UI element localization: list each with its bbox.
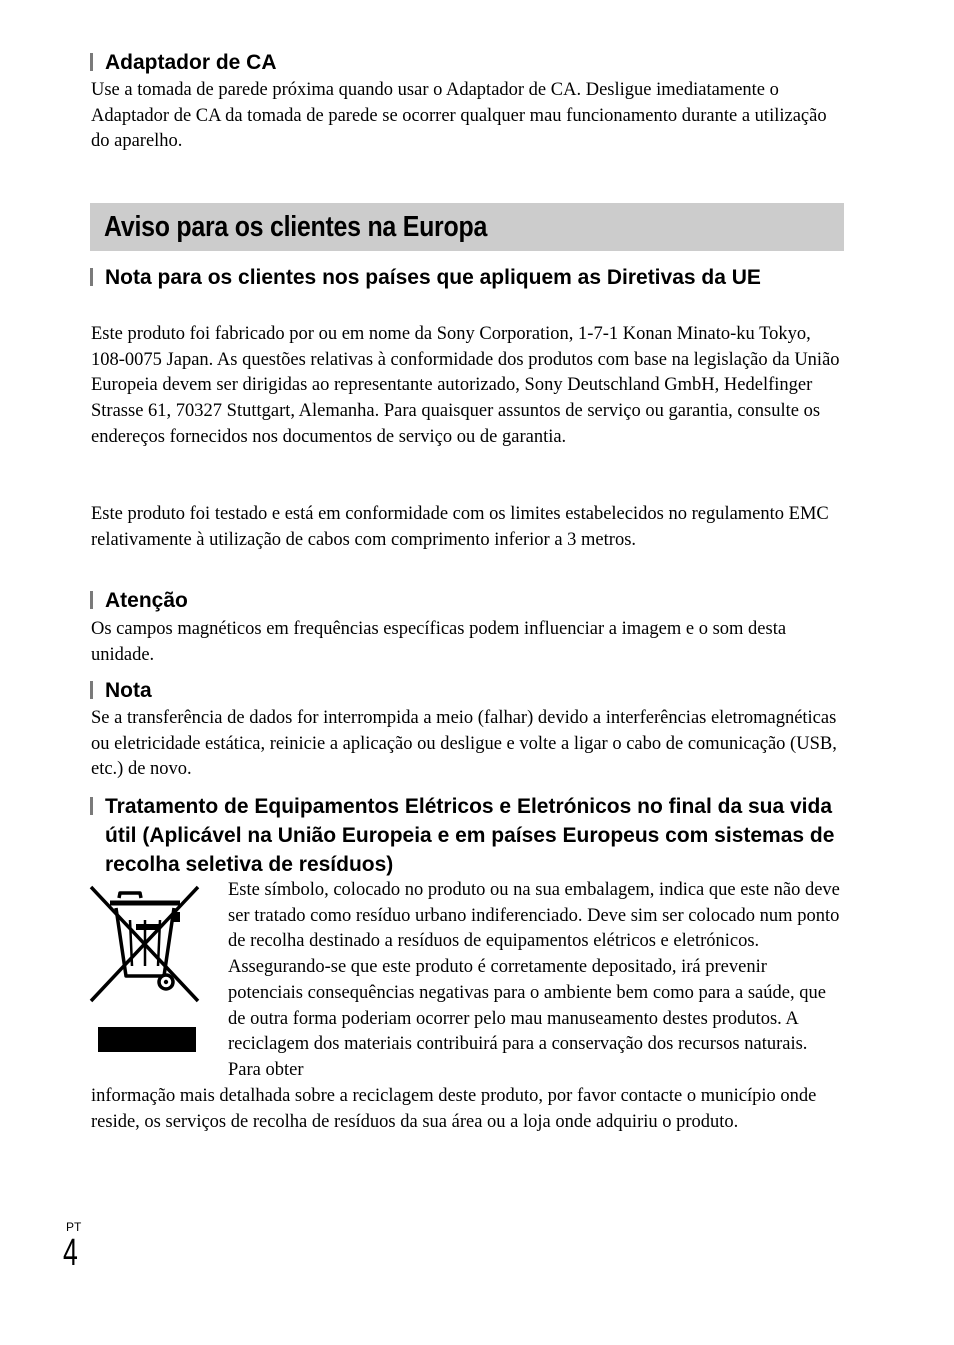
heading-adaptador (90, 48, 850, 77)
paragraph-adaptador: Use a tomada de parede próxima quando usar o Adaptador de CA. Desligue imediatamente o Adaptador de CA da tomada de parede se ocorrer qualquer mau funcionamento durante a utilização do aparelho. (91, 80, 827, 152)
heading-tratamento (90, 792, 850, 879)
paragraph-nota-ue-2: Este produto foi testado e está em conformidade com os limites estabelecidos no regulamento EMC relativamente à utilização de cabos com comprimento inferior a 3 metros. (91, 504, 829, 550)
heading-marker (90, 681, 93, 699)
heading-marker (90, 591, 93, 609)
paragraph-nota: Se a transferência de dados for interrompida a meio (falhar) devido a interferências eletromagnéticas ou eletricidade estática, reinicie a aplicação ou desligue e volte a ligar o cabo de comunicação (USB, etc.) de novo. (91, 708, 837, 780)
page-number: 4 (63, 1232, 78, 1274)
section-banner-europa (90, 203, 844, 251)
heading-marker (90, 268, 93, 286)
heading-nota-ue-text: Nota para os clientes nos países que apliquem as Diretivas da UE (105, 266, 761, 289)
heading-marker (90, 53, 93, 71)
weee-crossed-bin-icon (88, 884, 204, 1056)
heading-tratamento-text: Tratamento de Equipamentos Elétricos e Eletrónicos no final da sua vida útil (Aplicável na União Europeia e em países Europeus com sistemas de recolha seletiva de resíduos) (105, 795, 835, 876)
heading-nota-ue (90, 263, 850, 292)
paragraph-atencao: Os campos magnéticos em frequências específicas podem influenciar a imagem e o som desta unidade. (91, 619, 787, 665)
heading-marker (90, 797, 93, 815)
heading-nota (90, 676, 850, 705)
section-title: Aviso para os clientes na Europa (104, 211, 488, 243)
page-language-label: PT (66, 1220, 82, 1234)
paragraph-tratamento-wrap: Este símbolo, colocado no produto ou na sua embalagem, indica que este não deve ser tratado como resíduo urbano indiferenciado. Deve sim ser colocado num ponto de recolha destinado a resíduos de equipamentos elétricos e eletrónicos. Assegurando-se que este produto é corretamente depositado, irá prevenir potenciais consequências negativas para o ambiente bem como para a saúde, que de outra forma poderiam ocorrer pelo mau manuseamento destes produtos. A reciclagem dos materiais contribuirá para a conservação dos recursos naturais. Para obter (228, 880, 840, 1080)
heading-atencao (90, 586, 850, 615)
paragraph-tratamento-full: informação mais detalhada sobre a reciclagem deste produto, por favor contacte o município onde reside, os serviços de recolha de resíduos da sua área ou a loja onde adquiriu o produto. (91, 1086, 817, 1132)
heading-atencao-text: Atenção (105, 589, 188, 612)
paragraph-nota-ue-1: Este produto foi fabricado por ou em nome da Sony Corporation, 1-7-1 Konan Minato-ku Tokyo, 108-0075 Japan. As questões relativas à conformidade dos produtos com base na legislação da União Europeia devem ser dirigidas ao representante autorizado, Sony Deutschland GmbH, Hedelfinger Strasse 61, 70327 Stuttgart, Alemanha. Para quaisquer assuntos de serviço ou garantia, consulte os endereços fornecidos nos documentos de serviço ou de garantia. (91, 324, 840, 447)
heading-adaptador-text: Adaptador de CA (105, 51, 277, 74)
heading-nota-text: Nota (105, 679, 152, 702)
